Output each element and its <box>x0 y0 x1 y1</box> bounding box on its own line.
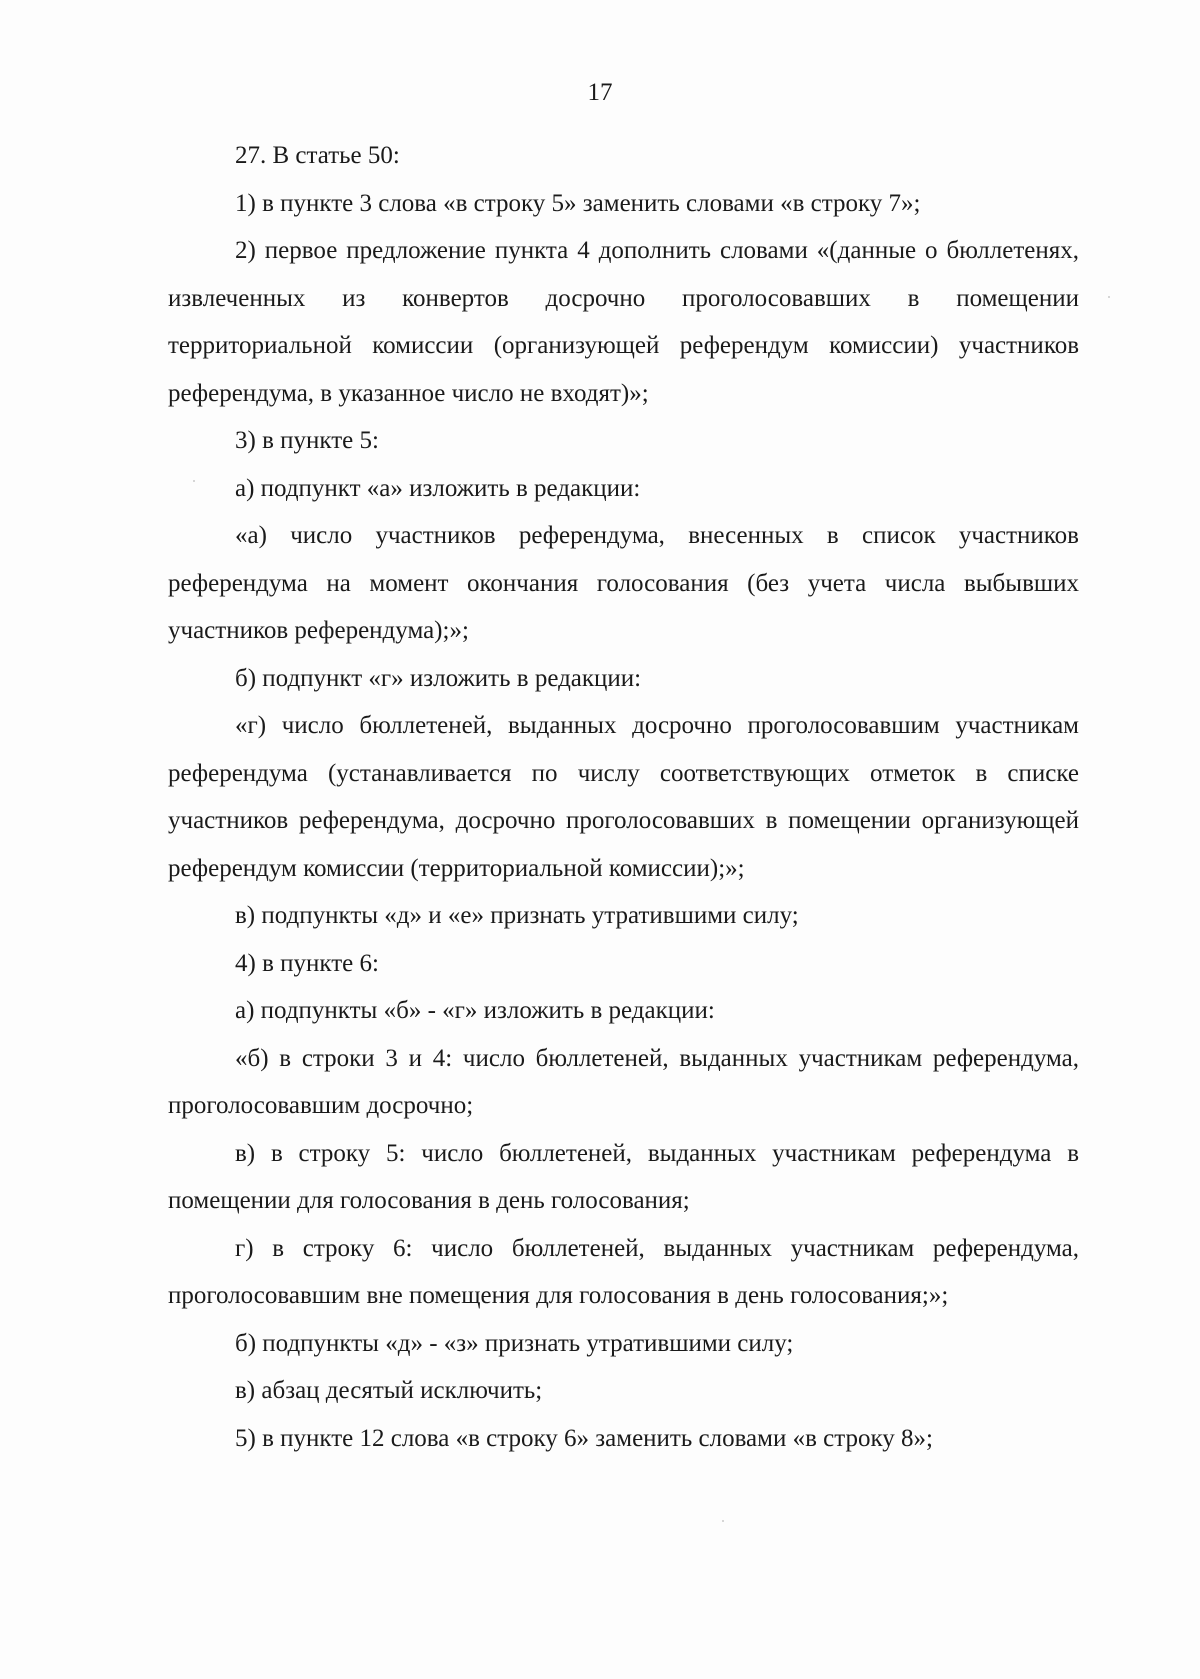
paragraph: 1) в пункте 3 слова «в строку 5» заменить словами «в строку 7»; <box>235 189 921 217</box>
paragraph: а) подпункты «б» - «г» изложить в редакции: <box>235 997 715 1024</box>
scan-speck <box>1108 296 1110 298</box>
paragraph: в) абзац десятый исключить; <box>235 1377 543 1404</box>
scan-speck <box>193 480 195 482</box>
paragraph: г) в строку 6: число бюллетеней, выданных участникам референдума, проголосовавшим вне помещения для голосования в день голосования;»; <box>168 1234 1079 1309</box>
paragraph: в) подпункты «д» и «е» признать утратившими силу; <box>235 902 799 929</box>
paragraph: 2) первое предложение пункта 4 дополнить словами «(данные о бюллетенях, извлеченных из конвертов досрочно проголосовавших в помещении территориальной комиссии (организующей референдум комиссии) участников референдума, в указанное число не входят)»; <box>168 237 1079 407</box>
paragraph: «б) в строки 3 и 4: число бюллетеней, выданных участникам референдума, проголосовавшим досрочно; <box>168 1044 1079 1119</box>
paragraph: в) в строку 5: число бюллетеней, выданных участникам референдума в помещении для голосования в день голосования; <box>168 1139 1079 1214</box>
scan-speck <box>722 1520 724 1522</box>
paragraph: а) подпункт «а» изложить в редакции: <box>235 474 641 502</box>
paragraph: 27. В статье 50: <box>235 142 400 169</box>
paragraph: «г) число бюллетеней, выданных досрочно проголосовавшим участникам референдума (устанавливается по числу соответствующих отметок в списке участников референдума, досрочно проголосовавших в помещении организующей референдум комиссии (территориальной комиссии);»; <box>168 712 1079 882</box>
paragraph: 4) в пункте 6: <box>235 949 379 977</box>
paragraph: б) подпункты «д» - «з» признать утратившими силу; <box>235 1329 794 1357</box>
document-body <box>168 132 1079 1462</box>
paragraph: «а) число участников референдума, внесенных в список участников референдума на момент окончания голосования (без учета числа выбывших участников референдума);»; <box>168 522 1079 644</box>
paragraph: б) подпункт «г» изложить в редакции: <box>235 664 642 692</box>
paragraph: 5) в пункте 12 слова «в строку 6» заменить словами «в строку 8»; <box>235 1424 933 1452</box>
page-number: 17 <box>587 79 613 106</box>
paragraph: 3) в пункте 5: <box>235 427 379 454</box>
